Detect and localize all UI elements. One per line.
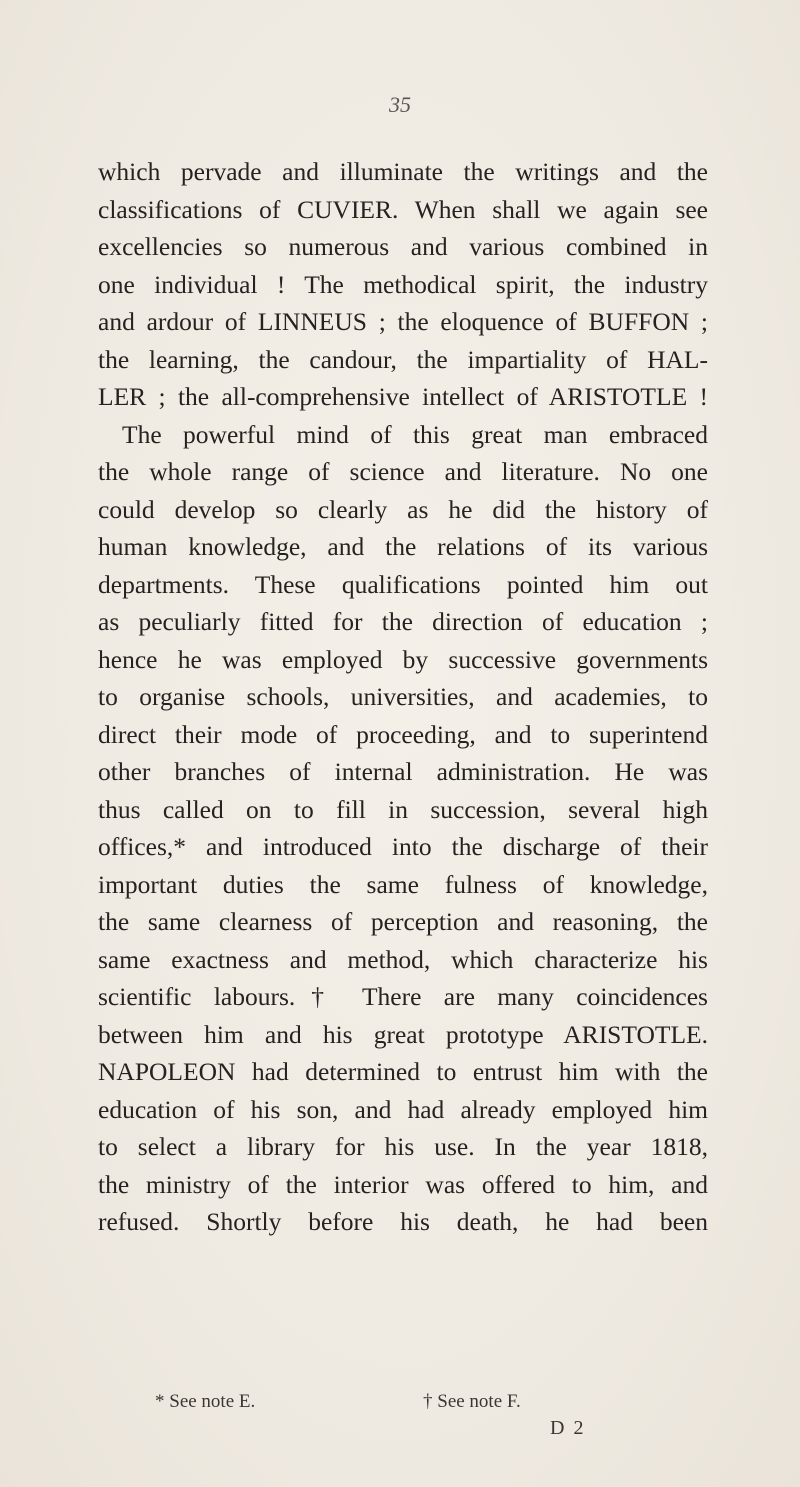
text-line: same exactness and method, which characterize his — [98, 944, 708, 974]
text-line: departments. These qualifications pointed him out — [98, 569, 708, 599]
text-line: the same clearness of perception and reasoning, the — [98, 907, 708, 936]
text-line: excellencies so numerous and various combined in — [98, 232, 708, 261]
text-line: one individual ! The methodical spirit, the industry — [98, 269, 708, 299]
text-line: could develop so clearly as he did the history of — [98, 494, 708, 524]
text-line: thus called on to fill in succession, several high — [98, 794, 708, 824]
text-line: education of his son, and had already employed him — [98, 1094, 708, 1124]
text-line: refused. Shortly before his death, he had been — [98, 1207, 708, 1236]
signature-mark: D 2 — [550, 1417, 586, 1439]
text-line: LER ; the all-comprehensive intellect of ARISTOTLE ! — [98, 382, 708, 411]
footnote-f: † See note F. — [423, 1391, 521, 1412]
text-line: classifications of CUVIER. When shall we again see — [98, 194, 708, 224]
text-line: scientific labours.† There are many coincidences — [98, 982, 708, 1011]
text-line: between him and his great prototype ARISTOTLE. — [98, 1019, 708, 1049]
text-line: the learning, the candour, the impartiality of HAL- — [98, 344, 708, 374]
text-line: important duties the same fulness of knowledge, — [98, 869, 708, 899]
text-line: human knowledge, and the relations of its various — [98, 532, 708, 561]
text-line: NAPOLEON had determined to entrust him with the — [98, 1057, 708, 1086]
text-line: offices,* and introduced into the discharge of their — [98, 832, 708, 861]
footnote-e: * See note E. — [155, 1391, 256, 1412]
text-line: as peculiarly fitted for the direction of education ; — [98, 607, 708, 636]
text-line: to organise schools, universities, and academies, to — [98, 682, 708, 711]
text-line: to select a library for his use. In the year 1818, — [98, 1132, 708, 1161]
page-number: 35 — [389, 92, 411, 117]
text-line: direct their mode of proceeding, and to superintend — [98, 719, 708, 749]
text-line: other branches of internal administration. He was — [98, 757, 708, 786]
text-line: and ardour of LINNEUS ; the eloquence of BUFFON ; — [98, 307, 708, 336]
text-line: the ministry of the interior was offered to him, and — [98, 1169, 708, 1199]
text-line: The powerful mind of this great man embraced — [122, 419, 708, 449]
text-line: which pervade and illuminate the writings and the — [98, 157, 708, 186]
text-line: hence he was employed by successive governments — [98, 644, 708, 674]
text-line: the whole range of science and literature. No one — [98, 457, 708, 486]
body-text — [98, 153, 708, 1241]
